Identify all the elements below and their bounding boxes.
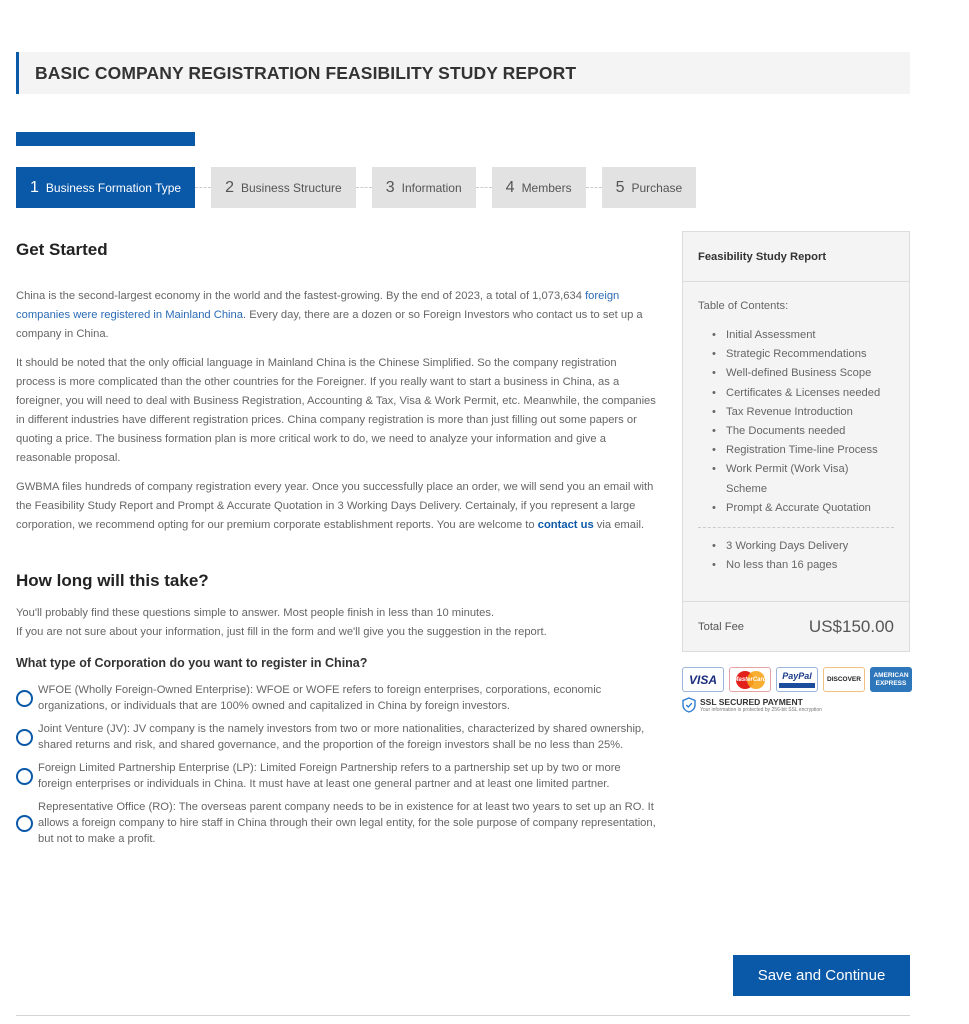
delivery-list [698, 537, 894, 575]
card-name: PayPal [782, 671, 812, 681]
step-number: 2 [225, 178, 234, 196]
radio-button[interactable] [16, 690, 33, 707]
intro-paragraph-1 [16, 287, 656, 344]
page-title: BASIC COMPANY REGISTRATION FEASIBILITY STUDY REPORT [35, 62, 577, 83]
radio-button[interactable] [16, 729, 33, 746]
option-representative-office[interactable] [16, 799, 656, 847]
duration-heading: How long will this take? [16, 571, 209, 590]
footer-divider [16, 1015, 910, 1016]
discover-card-icon [823, 667, 865, 692]
radio-button[interactable] [16, 815, 33, 832]
ssl-badge [682, 697, 822, 713]
step-connector [195, 187, 211, 188]
step-purchase[interactable] [602, 167, 697, 208]
card-name: AMERICAN EXPRESS [873, 671, 909, 687]
step-business-structure[interactable] [211, 167, 356, 208]
step-label: Purchase [631, 180, 683, 195]
step-members[interactable] [492, 167, 586, 208]
intro-paragraph-2: It should be noted that the only official language in Mainland China is the Chinese Simplified. So the company registration process is more complicated than the other countries for the Foreigner. If you really want to start a business in China, as a foreigner, you will need to deal with Business Registration, Accounting & Tax, Visa & Work Permit, etc. Meanwhile, the companies in different industries have different registration prices. China company registration is more than just filling out some papers or quoting a price. The business formation plan is more critical work to do, we need to analyze your information and give a reasonable proposal. [16, 357, 656, 464]
registered-companies-link[interactable]: foreign companies were registered in Mainland China [16, 290, 620, 321]
text: . Every day, there are a dozen or so Foreign Investors who contact us to set up a company in China. [16, 309, 643, 340]
step-label: Business Structure [241, 180, 342, 195]
step-connector [356, 187, 372, 188]
mastercard-icon [729, 667, 771, 692]
ssl-title: SSL SECURED PAYMENT [700, 696, 803, 707]
step-tabs [16, 167, 696, 208]
step-number: 3 [385, 178, 395, 196]
step-number: 1 [30, 178, 39, 196]
save-and-continue-button[interactable]: Save and Continue [733, 955, 910, 996]
corporation-type-question: What type of Corporation do you want to register in China? [16, 656, 368, 670]
step-business-formation-type[interactable] [16, 167, 195, 208]
step-label: Members [521, 180, 572, 195]
total-fee-label: Total Fee [698, 621, 745, 633]
toc-item: • Initial Assessment [712, 326, 894, 345]
panel-body [683, 282, 909, 602]
panel-divider [698, 527, 894, 528]
panel-header [683, 232, 909, 282]
duration-line-1: You'll probably find these questions simple to answer. Most people finish in less than 10 minutes. [16, 607, 495, 619]
step-number: 4 [505, 178, 515, 196]
toc-item: • Strategic Recommendations [712, 345, 894, 364]
shield-check-icon [682, 697, 696, 713]
option-limited-partnership[interactable] [16, 760, 656, 792]
card-name: DISCOVER [827, 676, 861, 683]
step-connector [586, 187, 602, 188]
step-information[interactable] [372, 167, 476, 208]
toc-item: • Work Permit (Work Visa) Scheme [712, 460, 852, 498]
report-summary-panel [682, 231, 910, 652]
toc-label: Table of Contents: [698, 300, 789, 312]
radio-button[interactable] [16, 768, 33, 785]
card-name: VISA [688, 672, 717, 687]
option-joint-venture[interactable] [16, 721, 656, 753]
toc-item: • Tax Revenue Introduction [712, 403, 894, 422]
step-label: Information [401, 180, 462, 195]
text: via email. [593, 519, 645, 531]
option-label: Joint Venture (JV): JV company is the namely investors from two or more nationalities, characterized by shared ownership, shared returns and risk, and shared governance, and the proportion of the foreign investors shall be no less than 25%. [38, 723, 645, 751]
option-label: Foreign Limited Partnership Enterprise (LP): Limited Foreign Partnership refers to a partnership set up by two or more foreign enterprises or individuals in China. It must have at least one general partner and at least one limited partner. [38, 762, 621, 790]
toc-item: • Registration Time-line Process [712, 441, 894, 460]
progress-fill [16, 132, 195, 146]
delivery-item: • No less than 16 pages [712, 556, 894, 575]
toc-item: • The Documents needed [712, 422, 894, 441]
delivery-item: • 3 Working Days Delivery [712, 537, 894, 556]
paypal-icon [776, 667, 818, 692]
toc-list [698, 326, 894, 518]
contact-us-link[interactable]: contact us [537, 519, 594, 531]
step-number: 5 [615, 178, 625, 196]
main-content [16, 240, 656, 854]
text: China is the second-largest economy in the world and the fastest-growing. By the end of 2023, a total of 1,073,634 [16, 290, 586, 302]
toc-item: • Well-defined Business Scope [712, 364, 894, 383]
ssl-subtitle: Your information is protected by 256-bit SSL encryption [700, 706, 822, 713]
intro-paragraph-3 [16, 478, 656, 535]
toc-item: • Certificates & Licenses needed [712, 384, 894, 403]
panel-footer [683, 602, 909, 652]
text: GWBMA files hundreds of company registration every year. Once you successfully place an order, we will send you an email with the Feasibility Study Report and Prompt & Accurate Quotation in 3 Working Days Delivery. Certainaly, if you represent a large corporation, we recommend opting for our premium corporate establishment reports. You are welcome to [16, 481, 654, 531]
option-wfoe[interactable] [16, 682, 656, 714]
step-connector [476, 187, 492, 188]
get-started-heading: Get Started [16, 240, 108, 259]
panel-title: Feasibility Study Report [698, 250, 827, 263]
duration-line-2: If you are not sure about your information, just fill in the form and we'll give you the suggestion in the report. [16, 626, 547, 638]
total-fee-value: US$150.00 [808, 617, 894, 636]
option-label: Representative Office (RO): The overseas parent company needs to be in existence for at least two years to set up an RO. It allows a foreign company to hire staff in China through their own legal entity, for the sole purpose of company representation, but not to make a profit. [38, 801, 656, 845]
progress-bar [16, 132, 910, 146]
amex-card-icon [870, 667, 912, 692]
visa-card-icon [682, 667, 724, 692]
toc-item: • Prompt & Accurate Quotation [712, 499, 894, 518]
step-label: Business Formation Type [45, 180, 182, 195]
payment-cards [682, 667, 912, 692]
card-name: MasterCard [733, 676, 767, 683]
option-label: WFOE (Wholly Foreign-Owned Enterprise): WFOE or WOFE refers to foreign enterprises, corporations, economic organizations, or individuals that are 100% owned and capitalized in China by foreign investors. [38, 684, 602, 712]
page-title-bar [16, 52, 910, 94]
